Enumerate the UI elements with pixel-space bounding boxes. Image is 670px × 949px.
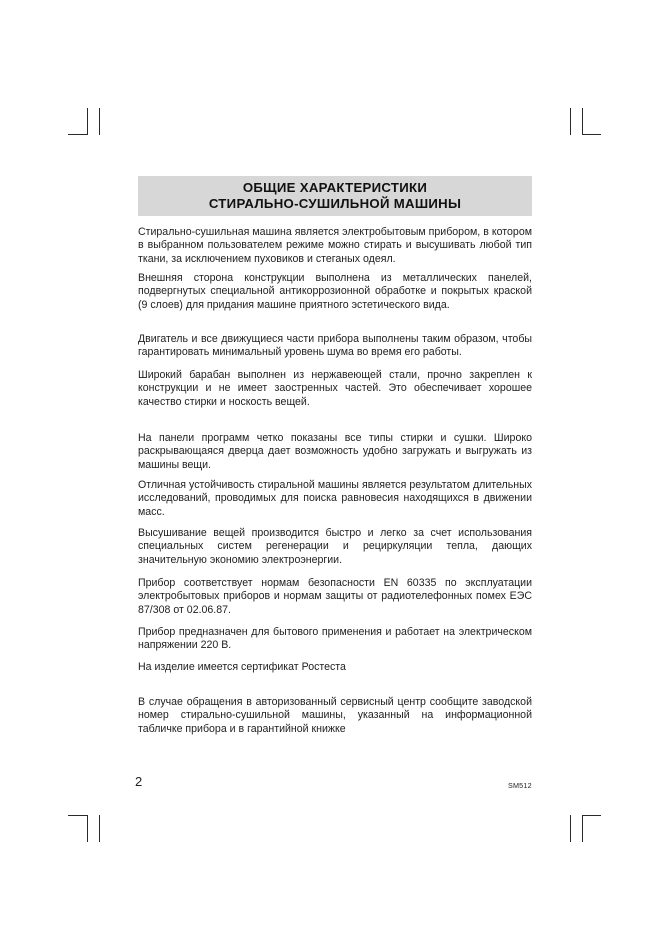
- crop-mark: [582, 815, 601, 816]
- paragraph-drying: Высушивание вещей производится быстро и легко за счет использования специальных систем регенерации и рециркуляции тепла, дающих значительную экономию электроэнергии.: [138, 527, 532, 566]
- crop-mark: [582, 815, 583, 842]
- crop-mark: [87, 108, 88, 135]
- crop-mark: [582, 108, 583, 135]
- page-number: 2: [135, 774, 143, 789]
- crop-mark: [99, 815, 100, 842]
- paragraph-purpose: Стирально-сушильная машина является электробытовым прибором, в котором в выбранном пользователем режиме можно стирать и высушивать любой тип ткани, за исключением пуховиков и стеганых одеял.: [138, 226, 532, 265]
- crop-mark: [87, 815, 88, 842]
- crop-mark: [99, 108, 100, 135]
- paragraph-service: В случае обращения в авторизованный сервисный центр сообщите заводской номер стирально-сушильной машины, указанный на информационной табличке прибора и в гарантийной книжке: [138, 696, 532, 735]
- crop-mark: [68, 815, 87, 816]
- paragraph-voltage: Прибор предназначен для бытового применения и работает на электрическом напряжении 220 В.: [138, 626, 532, 652]
- model-code: SM512: [508, 781, 532, 790]
- crop-mark: [570, 108, 571, 135]
- paragraph-certificate: На изделие имеется сертификат Ростеста: [138, 661, 346, 673]
- paragraph-standards: Прибор соответствует нормам безопасности EN 60335 по эксплуатации электробытовых приборов и нормам защиты от радиотелефонных помех ЕЭС 87/308 от 02.06.87.: [138, 577, 532, 616]
- section-title-line-2: СТИРАЛЬНО-СУШИЛЬНОЙ МАШИНЫ: [208, 196, 462, 211]
- crop-mark: [582, 134, 601, 135]
- crop-mark: [570, 815, 571, 842]
- paragraph-exterior: Внешняя сторона конструкции выполнена из металлических панелей, подвергнутых специальной антикоррозионной обработке и покрытых краской (9 слоев) для придания машине приятного эстетического вида.: [138, 272, 532, 311]
- section-title-line-1: ОБЩИЕ ХАРАКТЕРИСТИКИ: [242, 180, 428, 195]
- paragraph-control-panel: На панели программ четко показаны все типы стирки и сушки. Широко раскрывающаяся дверца дает возможность удобно загружать и выгружать из машины вещи.: [138, 432, 532, 471]
- paragraph-noise: Двигатель и все движущиеся части прибора выполнены таким образом, чтобы гарантировать минимальный уровень шума во время его работы.: [138, 333, 532, 359]
- paragraph-stability: Отличная устойчивость стиральной машины является результатом длительных исследований, проводимых для поиска равновесия находящихся в движении масс.: [138, 479, 532, 518]
- section-title-box: [138, 176, 532, 216]
- paragraph-drum: Широкий барабан выполнен из нержавеющей стали, прочно закреплен к конструкции и не имеет заостренных частей. Это обеспечивает хорошее качество стирки и носкость вещей.: [138, 369, 532, 408]
- crop-mark: [68, 134, 87, 135]
